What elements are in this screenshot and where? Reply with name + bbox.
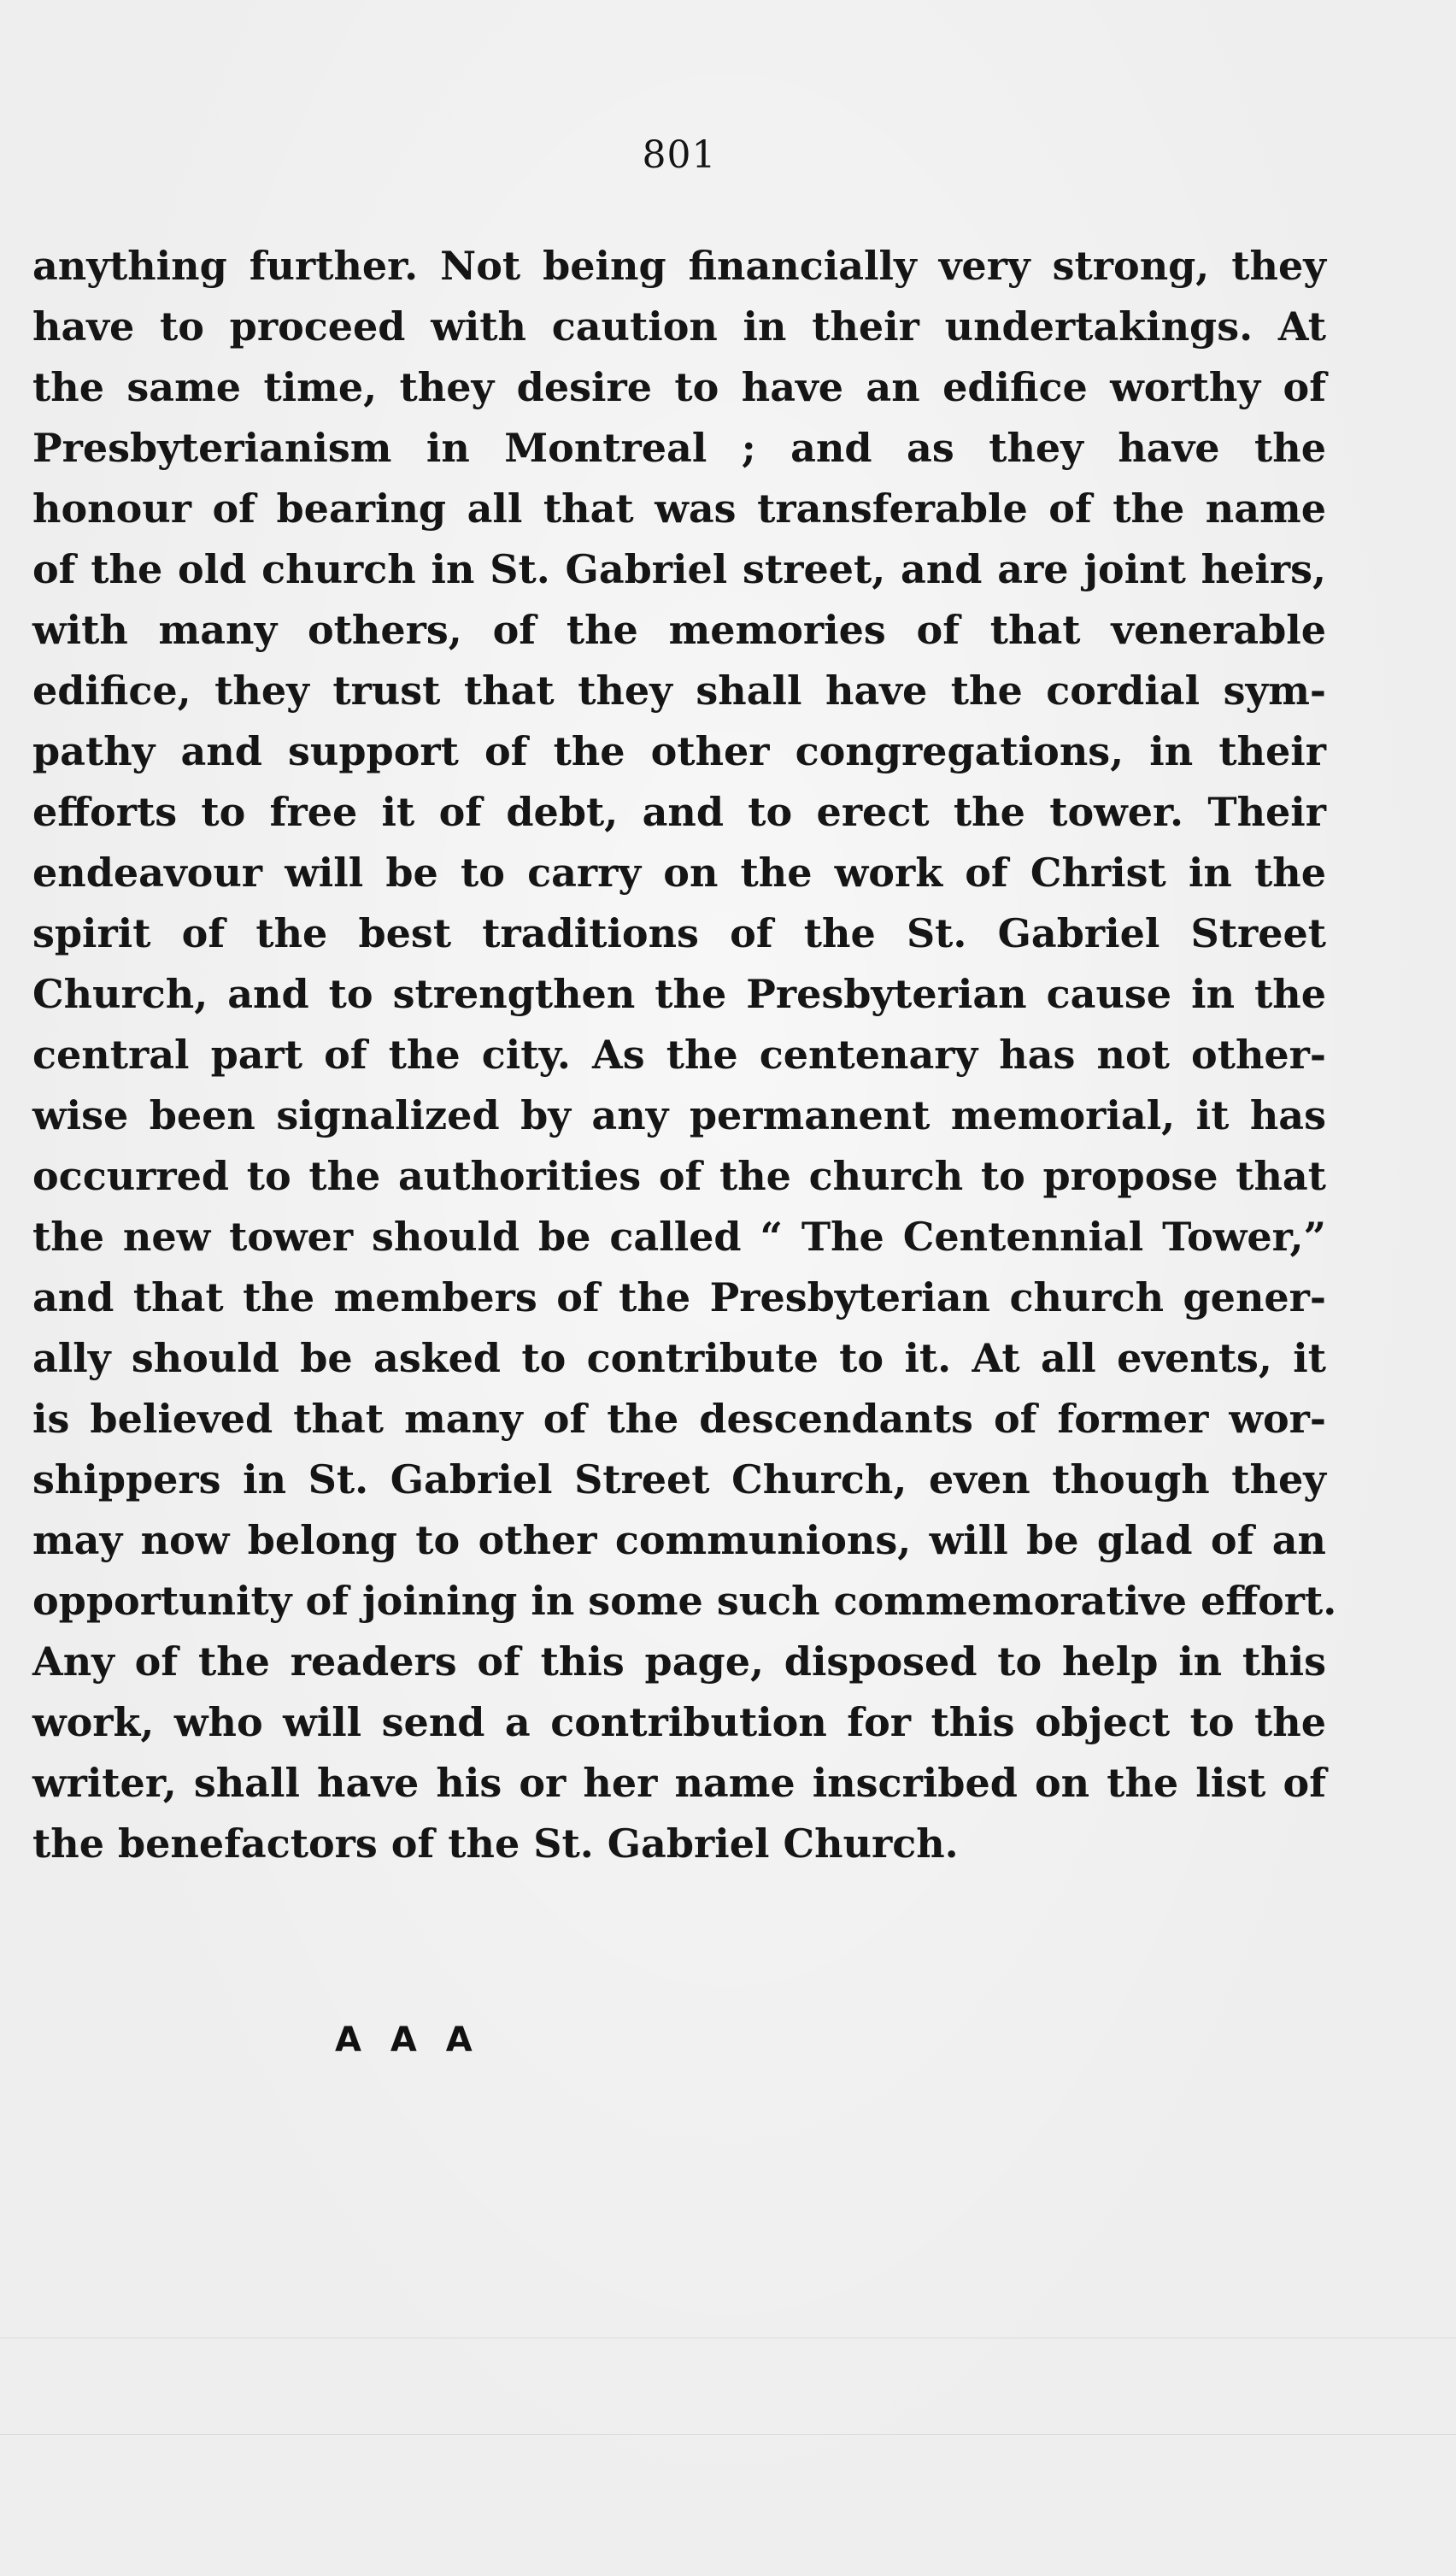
author-signature: A A A — [335, 2020, 481, 2060]
text-line: spirit of the best traditions of the St. Gabriel Street — [32, 910, 1326, 956]
text-line: central part of the city. As the centenary has not other- — [32, 1032, 1326, 1078]
text-line: the new tower should be called “ The Centennial Tower,” — [32, 1214, 1326, 1260]
text-line: endeavour will be to carry on the work of Christ in the — [32, 850, 1326, 896]
text-line: with many others, of the memories of that venerable — [32, 607, 1326, 653]
text-line: of the old church in St. Gabriel street, and are joint heirs, — [32, 546, 1326, 592]
text-line: is believed that many of the descendants of former wor- — [32, 1396, 1326, 1442]
text-line: edifice, they trust that they shall have the cordial sym- — [32, 668, 1326, 714]
text-line: efforts to free it of debt, and to erect the tower. Their — [32, 789, 1326, 835]
text-line: ally should be asked to contribute to it. At all events, it — [32, 1335, 1326, 1381]
text-line: work, who will send a contribution for this object to the — [32, 1699, 1326, 1745]
text-line: wise been signalized by any permanent memorial, it has — [32, 1092, 1326, 1138]
text-line: anything further. Not being financially very strong, they — [32, 243, 1326, 289]
text-line: occurred to the authorities of the church to propose that — [32, 1153, 1326, 1199]
text-line: Church, and to strengthen the Presbyterian cause in the — [32, 971, 1326, 1017]
text-line: writer, shall have his or her name inscribed on the list of — [32, 1760, 1326, 1806]
text-line: and that the members of the Presbyterian church gener- — [32, 1274, 1326, 1320]
text-line: honour of bearing all that was transferable of the name — [32, 485, 1326, 532]
text-line: may now belong to other communions, will be glad of an — [32, 1517, 1326, 1563]
scan-line-bottom — [0, 2434, 1456, 2435]
text-line: the same time, they desire to have an edifice worthy of — [32, 364, 1326, 410]
text-line: Presbyterianism in Montreal ; and as they have the — [32, 425, 1326, 471]
text-line: opportunity of joining in some such commemorative effort. — [32, 1578, 1337, 1624]
text-line: the benefactors of the St. Gabriel Church. — [32, 1820, 959, 1867]
text-line: pathy and support of the other congregations, in their — [32, 728, 1326, 774]
text-line: shippers in St. Gabriel Street Church, even though they — [32, 1456, 1326, 1503]
text-line: have to proceed with caution in their undertakings. At — [32, 303, 1326, 350]
page-number: 801 — [642, 133, 717, 177]
text-line: Any of the readers of this page, disposed to help in this — [32, 1638, 1326, 1685]
